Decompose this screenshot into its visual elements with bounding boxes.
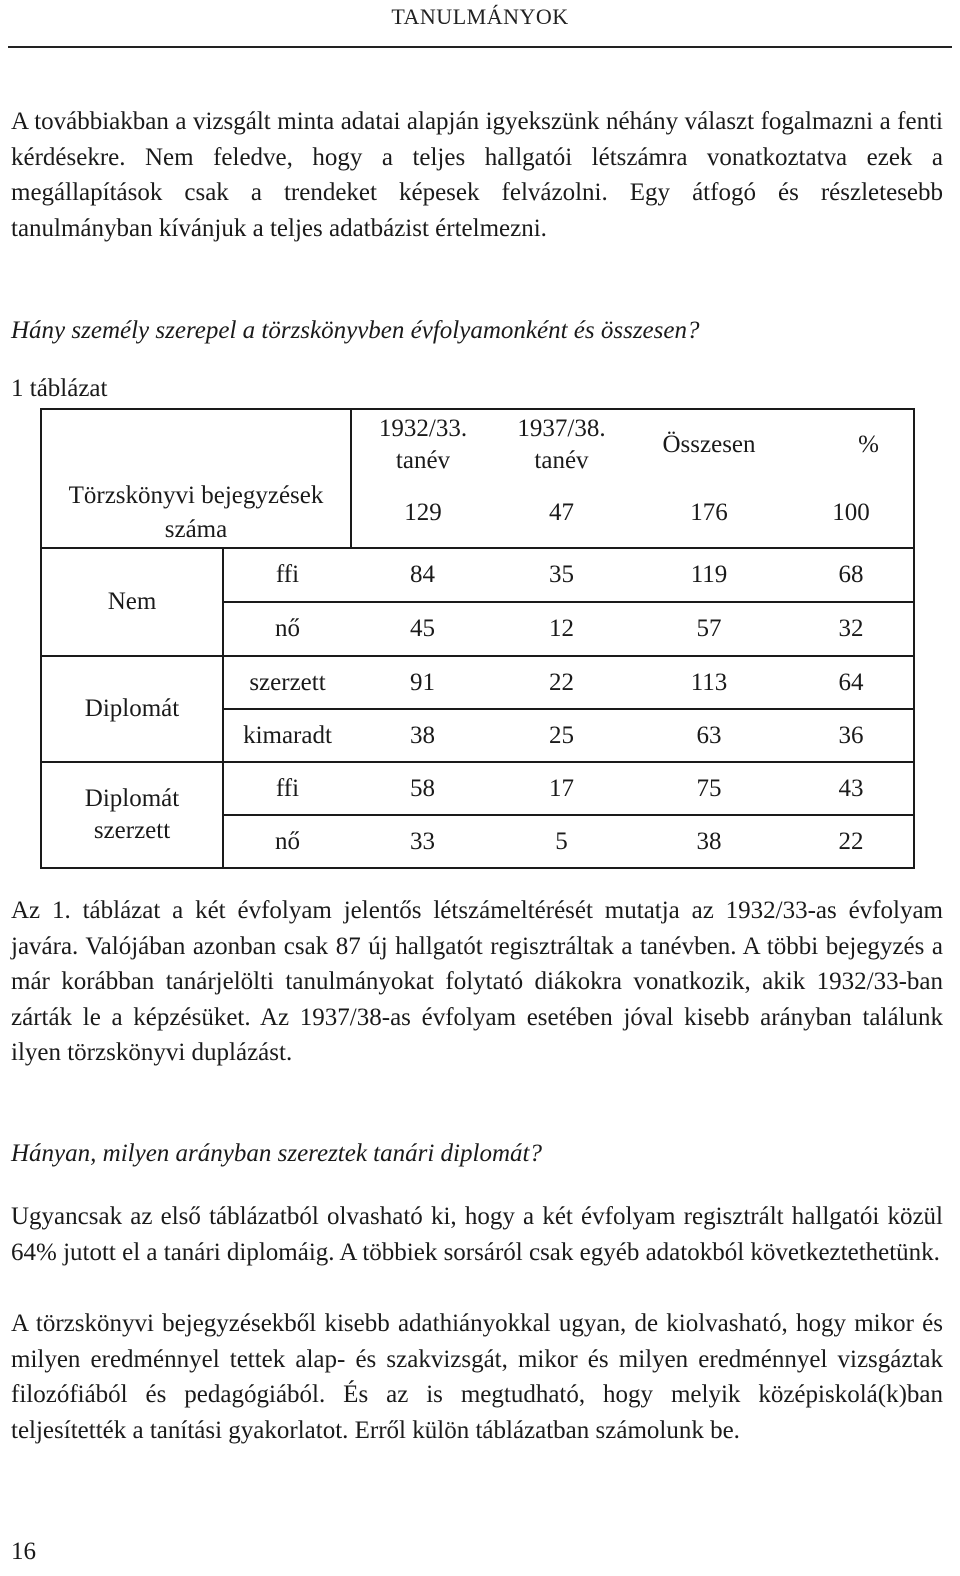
row-label: nő xyxy=(223,815,351,868)
table-row-total xyxy=(41,479,914,548)
header-divider xyxy=(8,46,952,48)
intro-paragraph: A továbbiakban a vizsgált minta adatai alapján igyekszünk néhány választ fogalmazni a fenti kérdésekre. Nem feledve, hogy a teljes hallgatói létszámra vonatkoztatva ezek a megállapítások csak a trendeket képesek felvázolni. Egy átfogó és részletesebb tanulmányban kívánjuk a teljes adatbázist értelmezni. xyxy=(11,108,943,242)
running-header: TANULMÁNYOK xyxy=(391,4,569,29)
row-label: ffi xyxy=(223,762,351,815)
group-label: Nem xyxy=(41,548,223,656)
group-label: Diplomát xyxy=(41,656,223,762)
analysis-paragraph: Az 1. táblázat a két évfolyam jelentős létszámeltérését mutatja az 1932/33-as évfolyam javára. Valójában azonban csak 87 új hallgatót regisztráltak a tanévben. A többi bejegyzés a már korábban tanárjelölti tanulmányokat folytató diákokra vonatkozik, akik 1932/33-ban zárták le a képzésüket. Az 1937/38-as évfolyam esetében jóval kisebb arányban találunk ilyen törzskönyvi duplázást. xyxy=(11,897,943,1066)
table-cell: 45 xyxy=(351,602,494,656)
table-cell: 38 xyxy=(351,709,494,762)
records-paragraph: A törzskönyvi bejegyzésekből kisebb adathiányokkal ugyan, de kiolvasható, hogy mikor és milyen eredménnyel tettek alap- és szakvizsgát, mikor és milyen eredménnyel vizsgáztak filozófiából és pedagógiából. És az is megtudható, hogy melyik középiskolá(k)ban teljesítették a tanítási gyakorlatot. Erről külön táblázatban számolunk be. xyxy=(11,1310,943,1444)
corner-cell xyxy=(41,409,351,479)
table-cell: 58 xyxy=(351,762,494,815)
column-header: Összesen xyxy=(629,409,789,479)
table-cell: 57 xyxy=(629,602,789,656)
table-cell: 22 xyxy=(789,815,914,868)
row-label: kimaradt xyxy=(223,709,351,762)
column-header: 1937/38. tanév xyxy=(494,409,629,479)
table-cell: 129 xyxy=(351,479,494,548)
row-label: nő xyxy=(223,602,351,656)
table-cell: 22 xyxy=(494,656,629,709)
table-cell: 113 xyxy=(629,656,789,709)
table-cell: 84 xyxy=(351,548,494,602)
table-cell: 119 xyxy=(629,548,789,602)
table-row xyxy=(41,548,914,602)
table-cell: 12 xyxy=(494,602,629,656)
table-cell: 176 xyxy=(629,479,789,548)
question-heading-1: Hány személy szerepel a törzskönyvben évfolyamonként és összesen? xyxy=(11,317,700,344)
table-cell: 75 xyxy=(629,762,789,815)
table-row xyxy=(41,656,914,709)
table-cell: 33 xyxy=(351,815,494,868)
row-label: Törzskönyvi bejegyzések száma xyxy=(41,479,351,548)
page-number: 16 xyxy=(11,1538,36,1565)
column-header: % xyxy=(789,409,914,479)
table-header-row xyxy=(41,409,914,479)
table-cell: 17 xyxy=(494,762,629,815)
table-cell: 32 xyxy=(789,602,914,656)
table-cell: 43 xyxy=(789,762,914,815)
data-table xyxy=(40,408,915,869)
table-cell: 64 xyxy=(789,656,914,709)
table-cell: 47 xyxy=(494,479,629,548)
table-cell: 63 xyxy=(629,709,789,762)
table-cell: 38 xyxy=(629,815,789,868)
table-cell: 68 xyxy=(789,548,914,602)
table-cell: 5 xyxy=(494,815,629,868)
column-header: 1932/33. tanév xyxy=(351,409,494,479)
row-label: szerzett xyxy=(223,656,351,709)
table-cell: 35 xyxy=(494,548,629,602)
table-caption: 1 táblázat xyxy=(11,375,108,402)
question-heading-2: Hányan, milyen arányban szereztek tanári diplomát? xyxy=(11,1140,542,1167)
table-cell: 36 xyxy=(789,709,914,762)
table-cell: 91 xyxy=(351,656,494,709)
group-label: Diplomát szerzett xyxy=(41,762,223,868)
table-cell: 100 xyxy=(789,479,914,548)
row-label: ffi xyxy=(223,548,351,602)
table-cell: 25 xyxy=(494,709,629,762)
diploma-paragraph: Ugyancsak az első táblázatból olvasható ki, hogy a két évfolyam regisztrált hallgatói közül 64% jutott el a tanári diplomáig. A többiek sorsáról csak egyéb adatokból következtethetünk. xyxy=(11,1203,943,1266)
table-row xyxy=(41,762,914,815)
